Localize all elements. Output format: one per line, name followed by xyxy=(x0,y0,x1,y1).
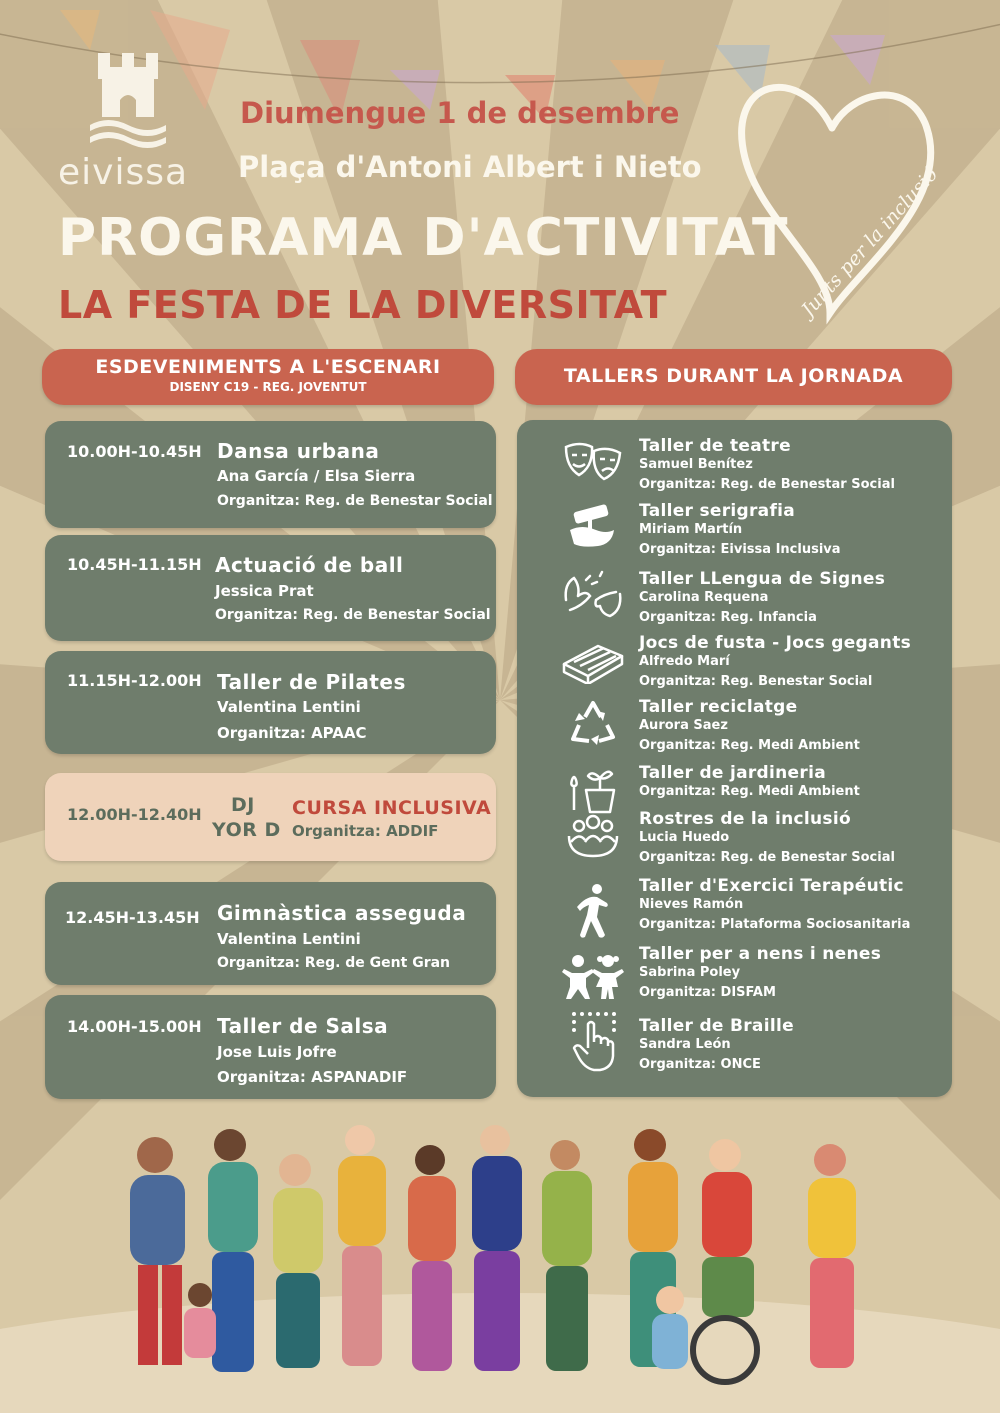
workshop-title: Jocs de fusta - Jocs gegants xyxy=(639,633,912,653)
stretching-person-icon xyxy=(557,886,629,936)
event-title: Gimnàstica asseguda xyxy=(217,901,467,925)
diverse-people-illustration xyxy=(110,1100,890,1400)
workshops-heading: TALLERS DURANT LA JORNADA xyxy=(563,365,904,387)
workshop-person: Miriam Martín xyxy=(639,522,743,537)
workshop-person: Lucia Huedo xyxy=(639,830,730,845)
workshop-title: Taller serigrafia xyxy=(639,501,796,521)
event-organizer: Organitza: Reg. de Gent Gran xyxy=(217,955,451,971)
workshops-panel xyxy=(517,420,952,1097)
plant-pot-icon xyxy=(557,765,629,815)
workshop-title: Taller LLengua de Signes xyxy=(639,569,886,589)
stage-event xyxy=(45,421,496,528)
festa-title: LA FESTA DE LA DIVERSITAT xyxy=(58,283,667,327)
workshop-organizer: Organitza: Reg. Benestar Social xyxy=(639,674,873,689)
stage-section-header xyxy=(42,349,494,405)
event-date: Diumengue 1 de desembre xyxy=(240,96,680,130)
event-title: Actuació de ball xyxy=(215,553,404,577)
paint-roller-icon xyxy=(557,503,629,553)
workshop-title: Rostres de la inclusió xyxy=(639,809,851,829)
event-time: 10.45H-11.15H xyxy=(67,555,202,574)
event-organizer: Organitza: Reg. de Benestar Social xyxy=(215,607,491,623)
event-people: Valentina Lentini xyxy=(217,930,361,948)
recycle-icon xyxy=(557,699,629,749)
braille-hand-icon xyxy=(557,1016,629,1066)
workshop-organizer: Organitza: Reg. Medi Ambient xyxy=(639,738,860,753)
stage-event-highlight xyxy=(45,773,496,861)
castle-logo-icon xyxy=(88,45,168,155)
wooden-blocks-icon xyxy=(557,635,629,685)
event-people: Ana García / Elsa Sierra xyxy=(217,467,416,485)
stage-event xyxy=(45,995,496,1099)
workshop-organizer: Organitza: Eivissa Inclusiva xyxy=(639,542,841,557)
event-time: 12.45H-13.45H xyxy=(65,908,200,927)
workshop-person: Nieves Ramón xyxy=(639,897,744,912)
stage-heading: ESDEVENIMENTS A L'ESCENARI xyxy=(95,356,441,378)
event-people: Jose Luis Jofre xyxy=(217,1043,337,1061)
workshop-organizer: Organitza: DISFAM xyxy=(639,985,776,1000)
workshop-organizer: Organitza: Reg. Medi Ambient xyxy=(639,784,860,799)
event-time: 14.00H-15.00H xyxy=(67,1017,202,1036)
workshops-section-header xyxy=(515,349,952,405)
workshop-organizer: Organitza: Plataforma Sociosanitaria xyxy=(639,917,911,932)
event-time: 12.00H-12.40H xyxy=(67,805,202,824)
stage-subheading: DISENY C19 - REG. JOVENTUT xyxy=(169,380,367,394)
stage-event xyxy=(45,651,496,754)
workshop-organizer: Organitza: Reg. de Benestar Social xyxy=(639,850,895,865)
event-organizer: Organitza: ASPANADIF xyxy=(217,1068,408,1086)
sign-language-icon xyxy=(557,571,629,621)
heart-icon xyxy=(720,68,950,338)
workshop-person: Sandra León xyxy=(639,1037,731,1052)
stage-event xyxy=(45,882,496,985)
event-organizer: Organitza: Reg. de Benestar Social xyxy=(217,493,493,509)
workshop-title: Taller de Braille xyxy=(639,1016,794,1036)
event-organizer: Organitza: ADDIF xyxy=(292,822,439,840)
event-time: 11.15H-12.00H xyxy=(67,671,202,690)
event-title: CURSA INCLUSIVA xyxy=(292,797,492,819)
event-organizer: Organitza: APAAC xyxy=(217,724,367,742)
workshop-person: Alfredo Marí xyxy=(639,654,730,669)
workshop-person: Aurora Saez xyxy=(639,718,728,733)
event-time: 10.00H-10.45H xyxy=(67,442,202,461)
logo-text: eivissa xyxy=(58,152,189,193)
children-icon xyxy=(557,952,629,1002)
heart-text: Junts per la inclusió xyxy=(797,163,943,321)
program-title: PROGRAMA D'ACTIVITAT xyxy=(58,208,789,268)
workshop-title: Taller de teatre xyxy=(639,436,791,456)
event-people: Jessica Prat xyxy=(215,582,314,600)
workshop-title: Taller d'Exercici Terapéutic xyxy=(639,876,904,896)
stage-event xyxy=(45,535,496,641)
workshop-person: Samuel Benítez xyxy=(639,457,753,472)
dj-name: YOR D xyxy=(212,819,281,841)
workshop-title: Taller de jardineria xyxy=(639,763,826,783)
event-place: Plaça d'Antoni Albert i Nieto xyxy=(238,150,702,184)
workshop-organizer: Organitza: ONCE xyxy=(639,1057,761,1072)
workshop-title: Taller reciclatge xyxy=(639,697,798,717)
event-title: Dansa urbana xyxy=(217,439,380,463)
group-hug-icon xyxy=(557,811,629,861)
workshop-title: Taller per a nens i nenes xyxy=(639,944,882,964)
workshop-organizer: Organitza: Reg. Infancia xyxy=(639,610,817,625)
workshop-organizer: Organitza: Reg. de Benestar Social xyxy=(639,477,895,492)
event-people: Valentina Lentini xyxy=(217,698,361,716)
event-title: Taller de Pilates xyxy=(217,670,406,694)
workshop-person: Carolina Requena xyxy=(639,590,769,605)
dj-label: DJ xyxy=(231,794,255,816)
workshop-person: Sabrina Poley xyxy=(639,965,741,980)
event-title: Taller de Salsa xyxy=(217,1014,389,1038)
theater-masks-icon xyxy=(557,438,629,488)
